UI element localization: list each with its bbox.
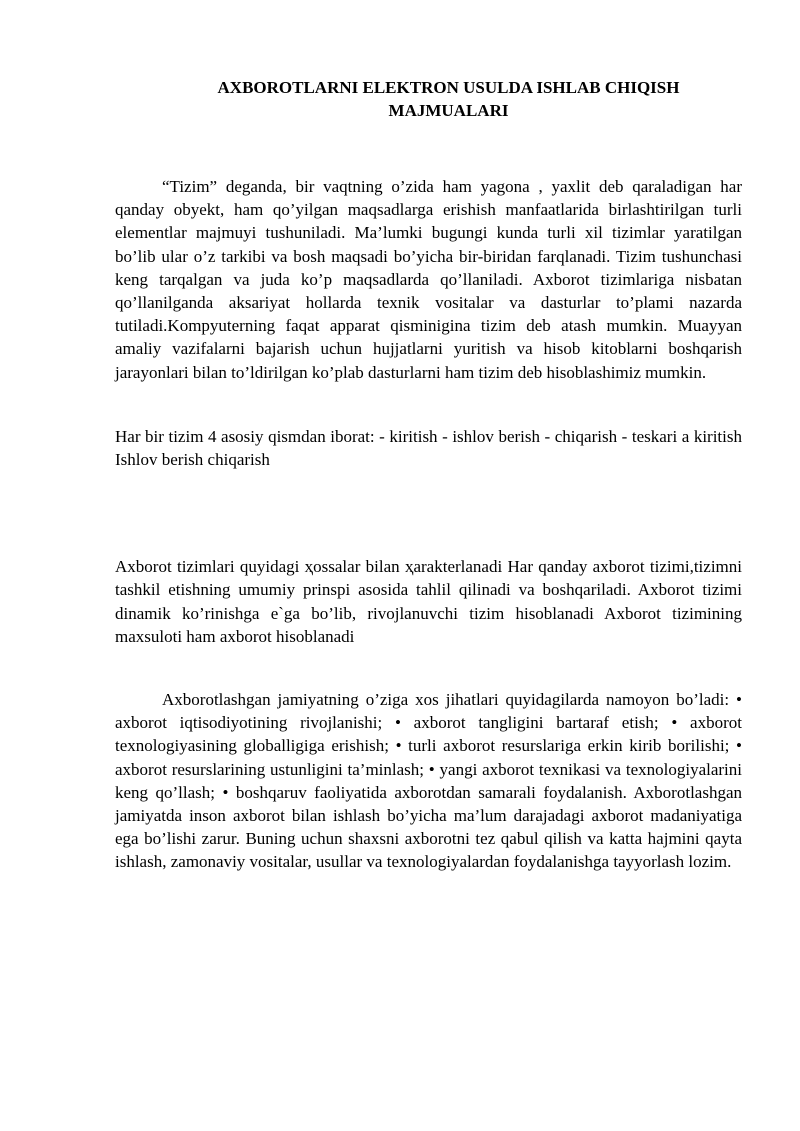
paragraph-information-society: Axborotlashgan jamiyatning o’ziga xos jihatlari quyidagilarda namoyon bo’ladi: • axborot iqtisodiyotining rivojlanishi; • axborot tangligini bartaraf etish; • axborot texnologiyasining globalligiga erishish; • turli axborot resurslariga erkin kirib borilishi; • axborot resurslarining ustunligini ta’minlash; • yangi axborot texnikasi va texnologiyalarini keng qo’llash; • boshqaruv faoliyatida axborotdan samarali foydalanish. Axborotlashgan jamiyatda inson axborot bilan ishlash bo’yicha ma’lum darajadagi axborot madaniyatiga ega bo’lishi zarur. Buning uchun shaxsni axborotni tez qabul qilish va katta hajmini qayta ishlash, zamonaviy vositalar, usullar va texnologiyalardan foydalanishga tayyorlash lozim.: [115, 690, 742, 872]
paragraph-information-systems: Axborot tizimlari quyidagi ҳossalar bilan ҳarakterlanadi Har qanday axborot tizimi,tizimni tashkil etishning umumiy prinspi asosida tahlil qilinadi va boshqariladi. Axborot tizimi dinamik ko’rinishga e`ga bo’lib, rivojlanuvchi tizim hisoblanadi Axborot tizimining maxsuloti ham axborot hisoblanadi: [115, 557, 742, 646]
document-title: [115, 76, 742, 122]
document-title-line-2: MAJMUALARI: [388, 101, 509, 120]
document-page: [115, 76, 742, 874]
paragraph-system-definition: “Tizim” deganda, bir vaqtning o’zida ham yagona , yaxlit deb qaraladigan har qanday obyekt, ham qo’yilgan maqsadlarga erishish manfaatlarida birlashtirilgan turli elementlar majmuyi tushuniladi. Ma’lumki bugungi kunda turli xil tizimlar yaratilgan bo’lib ular o’z tarkibi va bosh maqsadi bo’yicha bir-biridan farqlanadi. Tizim tushunchasi keng tarqalgan va juda ko’p maqsadlarda qo’llaniladi. Axborot tizimlariga nisbatan qo’llanilganda aksariyat hollarda texnik vositalar va dasturlar to’plami nazarda tutiladi.Kompyuterning faqat apparat qisminigina tizim deb atash mumkin. Muayyan amaliy vazifalarni bajarish uchun hujjatlarni yuritish va hisob kitoblarni boshqarish jarayonlari bilan to’ldirilgan ko’plab dasturlarni ham tizim deb hisoblashimiz mumkin.: [115, 177, 742, 382]
paragraph-system-parts: Har bir tizim 4 asosiy qismdan iborat: - kiritish - ishlov berish - chiqarish - teskari a kiritish Ishlov berish chiqarish: [115, 426, 742, 470]
document-title-line-1: AXBOROTLARNI ELEKTRON USULDA ISHLAB CHIQISH: [217, 78, 680, 97]
